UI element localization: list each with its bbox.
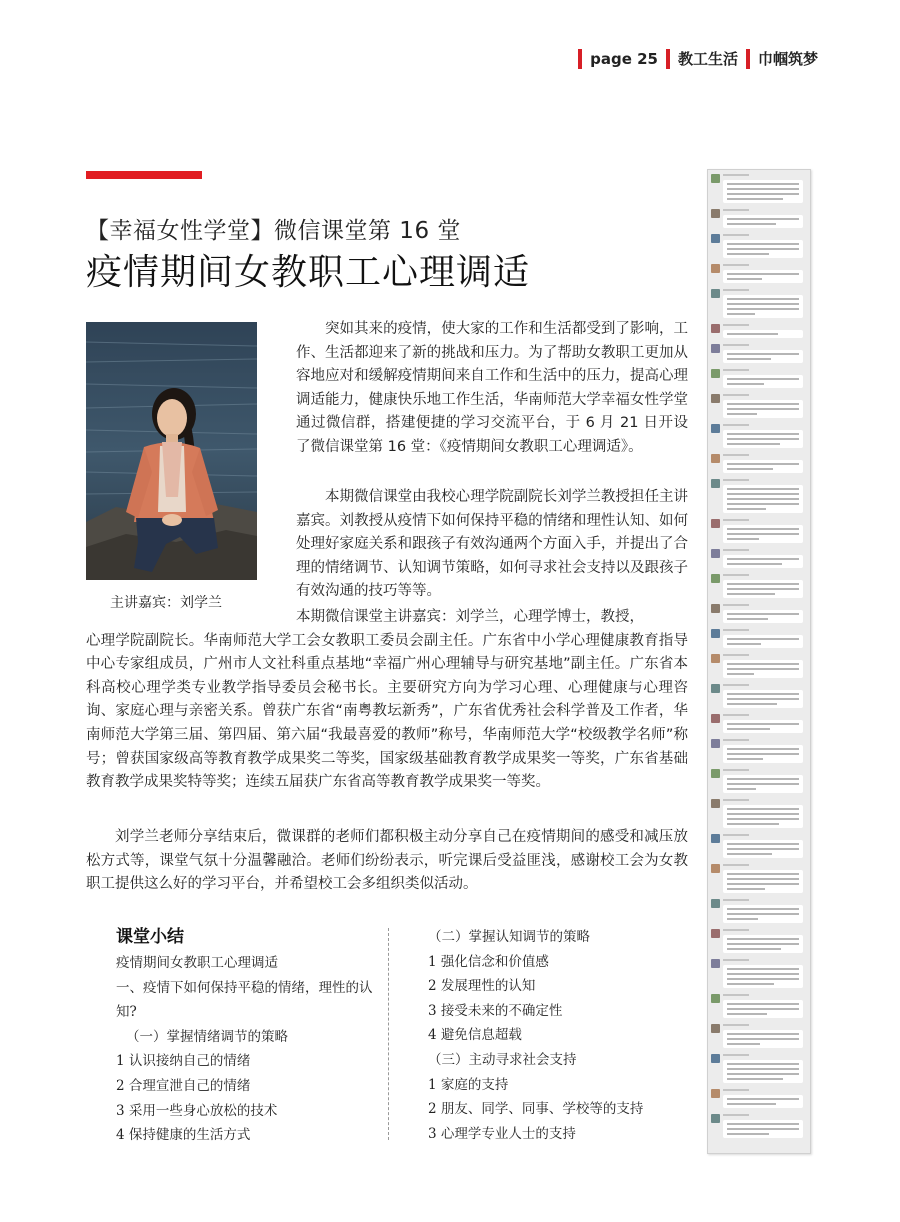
chat-bubble [723,555,803,568]
chat-sender-name [723,769,749,771]
article-subtitle: 【幸福女性学堂】微信课堂第 16 堂 [86,218,461,244]
chat-message [711,344,807,365]
chat-sender-name [723,394,749,396]
chat-avatar [711,1114,720,1123]
chat-message [711,769,807,795]
summary-left-column [116,925,378,1148]
chat-avatar [711,324,720,333]
summary-line: 3 采用一些身心放松的技术 [116,1102,278,1119]
paragraph-3-first-line: 本期微信课堂主讲嘉宾：刘学兰，心理学博士，教授， [296,609,644,625]
summary-line: 4 避免信息超载 [428,1027,522,1044]
summary-line: 1 认识接纳自己的情绪 [116,1053,251,1070]
chat-sender-name [723,454,749,456]
chat-sender-name [723,739,749,741]
section-name: 教工生活 [677,50,738,68]
summary-line: 4 保持健康的生活方式 [116,1127,251,1144]
chat-bubble [723,720,803,733]
header-red-marker [666,49,670,69]
summary-divider [388,928,389,1140]
summary-line: 2 发展理性的认知 [428,978,536,995]
chat-sender-name [723,604,749,606]
chat-sender-name [723,929,749,931]
chat-sender-name [723,324,749,326]
chat-message [711,264,807,285]
chat-message [711,324,807,340]
chat-message [711,799,807,830]
chat-avatar [711,629,720,638]
summary-line: 3 心理学专业人士的支持 [428,1125,576,1142]
chat-message [711,994,807,1020]
chat-bubble [723,430,803,448]
summary-line: （三）主动寻求社会支持 [428,1051,577,1068]
chat-avatar [711,234,720,243]
chat-message [711,864,807,895]
chat-bubble [723,840,803,858]
chat-bubble [723,935,803,953]
paragraph-3-continuation: 心理学院副院长。华南师范大学工会女教职工委员会副主任。广东省中小学心理健康教育指导中心专家组成员，广州市人文社科重点基地“幸福广州心理辅导与研究基地”副主任。广东省本科高校心理学类专业教学指导委员会秘书长。主要研究方向为学习心理、心理健康与心理咨询、家庭心理与亲密关系。曾获广东省“南粤教坛新秀”，广东省优秀社会科学普及工作者，华南师范大学第三届、第四届、第六届“我最喜爱的教师”称号，华南师范大学“校级教学名师”称号；曾获国家级高等教育教学成果奖二等奖，国家级基础教育教学成果奖一等奖，广东省基础教育教学成果奖特等奖；连续五届获广东省高等教育教学成果奖一等奖。 [86,632,688,791]
chat-bubble [723,610,803,623]
chat-message [711,289,807,320]
chat-message [711,684,807,710]
chat-avatar [711,174,720,183]
chat-message [711,1024,807,1050]
chat-sender-name [723,289,749,291]
chat-bubble [723,295,803,318]
chat-sender-name [723,1054,749,1056]
chat-avatar [711,604,720,613]
chat-sender-name [723,344,749,346]
chat-message [711,454,807,475]
chat-avatar [711,574,720,583]
chat-message [711,959,807,990]
chat-message [711,549,807,570]
chat-avatar [711,209,720,218]
summary-line: 1 强化信念和价值感 [428,953,549,970]
chat-sender-name [723,1024,749,1026]
chat-sender-name [723,479,749,481]
chat-sender-name [723,1114,749,1116]
chat-message [711,394,807,420]
chat-message [711,519,807,545]
chat-sender-name [723,234,749,236]
article-paragraph-3 [86,606,688,795]
chat-sender-name [723,654,749,656]
chat-sender-name [723,959,749,961]
chat-bubble [723,745,803,763]
chat-sender-name [723,174,749,176]
chat-sender-name [723,369,749,371]
chat-bubble [723,375,803,388]
chat-message [711,1054,807,1085]
chat-avatar [711,1054,720,1063]
chat-bubble [723,270,803,283]
chat-message [711,929,807,955]
chat-avatar [711,1089,720,1098]
chat-bubble [723,240,803,258]
chat-message [711,604,807,625]
chat-sender-name [723,994,749,996]
chat-message [711,574,807,600]
chat-message [711,1089,807,1110]
chat-avatar [711,714,720,723]
chat-avatar [711,454,720,463]
chat-avatar [711,289,720,298]
chat-sender-name [723,264,749,266]
chat-bubble [723,1030,803,1048]
chat-message [711,714,807,735]
title-accent-bar [86,171,202,179]
wechat-chat-screenshot [707,169,811,1154]
chat-message [711,654,807,680]
chat-bubble [723,485,803,513]
chat-bubble [723,525,803,543]
photo-caption: 主讲嘉宾：刘学兰 [110,595,222,611]
chat-avatar [711,344,720,353]
chat-message [711,629,807,650]
chat-message [711,1114,807,1140]
chat-message [711,209,807,230]
chat-sender-name [723,549,749,551]
chat-avatar [711,864,720,873]
chat-sender-name [723,209,749,211]
chat-avatar [711,739,720,748]
chat-avatar [711,519,720,528]
chat-avatar [711,994,720,1003]
chat-bubble [723,350,803,363]
chat-sender-name [723,864,749,866]
chat-avatar [711,834,720,843]
chat-sender-name [723,1089,749,1091]
chat-avatar [711,959,720,968]
chat-sender-name [723,899,749,901]
chat-avatar [711,549,720,558]
chat-message [711,899,807,925]
chat-avatar [711,479,720,488]
chat-sender-name [723,714,749,716]
chat-bubble [723,660,803,678]
chat-avatar [711,654,720,663]
chat-sender-name [723,424,749,426]
chat-sender-name [723,799,749,801]
chat-bubble [723,635,803,648]
chat-sender-name [723,574,749,576]
summary-right-column [428,925,698,1146]
summary-line: （一）掌握情绪调节的策略 [126,1028,288,1045]
chat-sender-name [723,629,749,631]
chat-bubble [723,180,803,203]
chat-sender-name [723,834,749,836]
speaker-photo [86,322,257,580]
chat-avatar [711,769,720,778]
chat-message [711,174,807,205]
chat-bubble [723,1120,803,1138]
header-red-marker [578,49,582,69]
chat-bubble [723,775,803,793]
chat-avatar [711,264,720,273]
chat-bubble [723,965,803,988]
chat-bubble [723,400,803,418]
article-paragraph-4: 刘学兰老师分享结束后，微课群的老师们都积极主动分享自己在疫情期间的感受和减压放松方式等，课堂气氛十分温馨融洽。老师们纷纷表示，听完课后受益匪浅，感谢校工会为女教职工提供这么好的学习平台，并希望校工会多组织类似活动。 [86,829,688,893]
summary-line: （二）掌握认知调节的策略 [428,929,590,945]
chat-avatar [711,1024,720,1033]
summary-line: 1 家庭的支持 [428,1076,509,1093]
chat-bubble [723,805,803,828]
chat-message [711,834,807,860]
chat-avatar [711,369,720,378]
chat-message [711,739,807,765]
header-red-marker [746,49,750,69]
summary-heading: 课堂小结 [116,927,184,947]
chat-bubble [723,905,803,923]
chat-bubble [723,690,803,708]
chat-message [711,424,807,450]
chat-bubble [723,1060,803,1083]
chat-avatar [711,899,720,908]
chat-avatar [711,394,720,403]
article-title: 疫情期间女教职工心理调适 [86,252,531,293]
summary-line: 一、疫情下如何保持平稳的情绪，理性的认知? [116,979,373,1021]
summary-line: 2 合理宣泄自己的情绪 [116,1077,251,1094]
chat-bubble [723,215,803,228]
chat-avatar [711,929,720,938]
summary-line: 疫情期间女教职工心理调适 [116,955,278,971]
chat-bubble [723,580,803,598]
summary-line: 2 朋友、同学、同事、学校等的支持 [428,1101,644,1118]
chat-avatar [711,799,720,808]
chat-bubble [723,460,803,473]
chat-bubble [723,330,803,338]
article-paragraph-2: 本期微信课堂由我校心理学院副院长刘学兰教授担任主讲嘉宾。刘教授从疫情下如何保持平稳的情绪和理性认知、如何处理好家庭关系和跟孩子有效沟通两个方面入手，并提出了合理的情绪调节、认知调节策略，如何寻求社会支持以及跟孩子有效沟通的技巧等等。 [296,489,688,600]
article-paragraph-1: 突如其来的疫情，使大家的工作和生活都受到了影响，工作、生活都迎来了新的挑战和压力。为了帮助女教职工更加从容地应对和缓解疫情期间来自工作和生活中的压力，提高心理调适能力，健康快乐地工作生活，华南师范大学幸福女性学堂通过微信群，搭建便捷的学习交流平台，于 6 月 21 日开设了微信课堂第 16 堂：《疫情期间女教职工心理调适》。 [296,321,688,455]
chat-sender-name [723,684,749,686]
page-number: page 25 [590,49,658,68]
page-header [578,48,818,69]
chat-bubble [723,1000,803,1018]
chat-message [711,234,807,260]
chat-avatar [711,424,720,433]
chat-bubble [723,1095,803,1108]
column-name: 巾帼筑梦 [757,50,818,68]
chat-sender-name [723,519,749,521]
chat-bubble [723,870,803,893]
chat-message [711,369,807,390]
summary-line: 3 接受未来的不确定性 [428,1002,563,1019]
chat-avatar [711,684,720,693]
chat-message [711,479,807,515]
